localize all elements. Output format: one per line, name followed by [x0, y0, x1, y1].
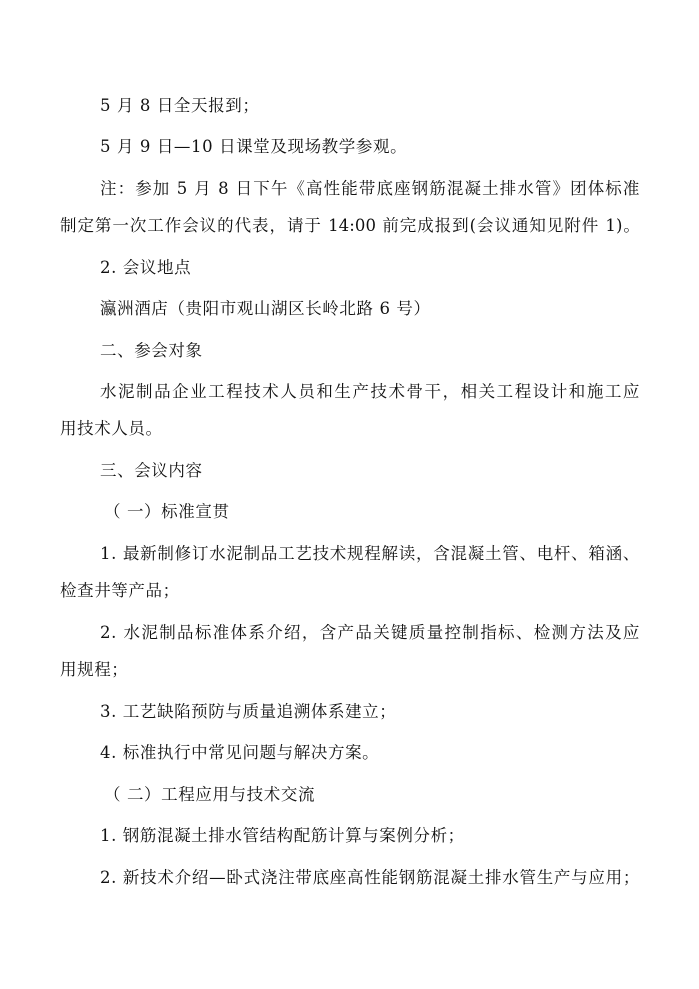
eng-item-2: 2. 新技术介绍—卧式浇注带底座高性能钢筋混凝土排水管生产与应用；	[100, 868, 640, 887]
schedule-line-may9-10: 5 月 9 日—10 日课堂及现场教学参观。	[100, 137, 408, 156]
schedule-line-may8: 5 月 8 日全天报到；	[100, 96, 260, 115]
item-4: 4. 标准执行中常见问题与解决方案。	[100, 743, 380, 762]
section-heading-content: 三、会议内容	[100, 461, 203, 480]
attendees-paragraph-line-2: 用技术人员。	[60, 419, 163, 438]
item-2-line-2: 用规程；	[60, 660, 129, 679]
attendees-paragraph-line-1: 水泥制品企业工程技术人员和生产技术骨干，相关工程设计和施工应	[100, 382, 640, 401]
meeting-location-heading: 2. 会议地点	[100, 258, 192, 277]
meeting-location-text: 瀛洲酒店（贵阳市观山湖区长岭北路 6 号）	[100, 299, 431, 318]
note-paragraph-line-1: 注：参加 5 月 8 日下午《高性能带底座钢筋混凝土排水管》团体标准	[100, 179, 640, 198]
item-1-line-2: 检查井等产品；	[60, 581, 180, 600]
item-2-line-1: 2. 水泥制品标准体系介绍，含产品关键质量控制指标、检测方法及应	[100, 623, 640, 642]
eng-item-1: 1. 钢筋混凝土排水管结构配筋计算与案例分析；	[100, 826, 465, 845]
subsection-heading-standards: （ 一）标准宣贯	[104, 502, 230, 521]
section-heading-attendees: 二、参会对象	[100, 341, 203, 360]
note-paragraph-line-2: 制定第一次工作会议的代表，请于 14:00 前完成报到(会议通知见附件 1)。	[60, 216, 640, 235]
item-3: 3. 工艺缺陷预防与质量追溯体系建立；	[100, 702, 397, 721]
item-1-line-1: 1. 最新制修订水泥制品工艺技术规程解读，含混凝土管、电杆、箱涵、	[100, 544, 640, 563]
subsection-heading-engineering: （ 二）工程应用与技术交流	[104, 785, 316, 804]
